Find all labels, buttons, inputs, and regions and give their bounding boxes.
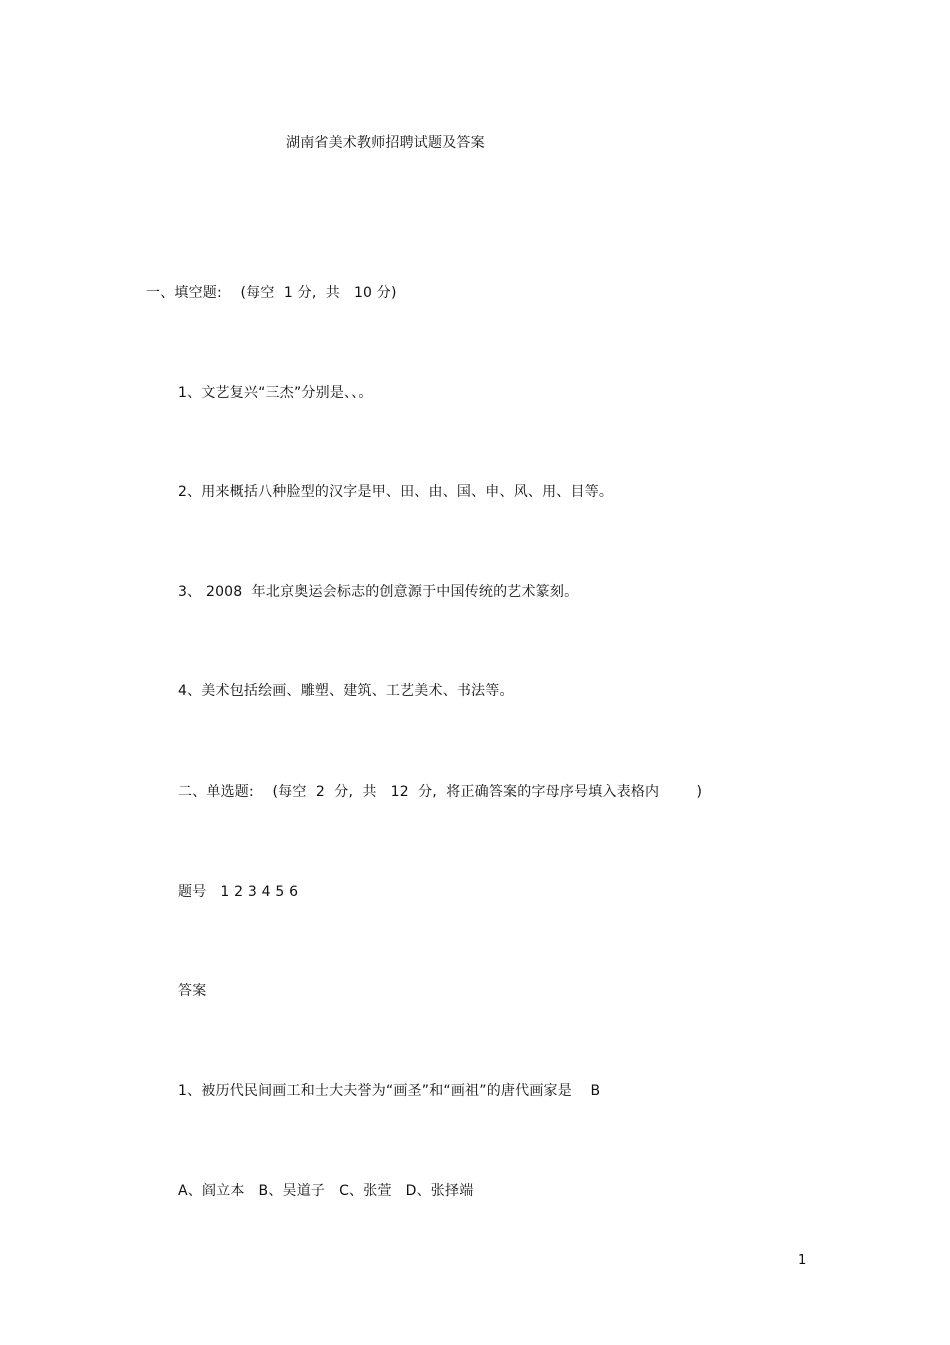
question-text: 1、被历代民间画工和士大夫誉为“画圣”和“画祖”的唐代画家是 B [178,1083,601,1099]
answer-table-header: 题号 1 2 3 4 5 6 [178,884,299,900]
question-text: 3、 2008 年北京奥运会标志的创意源于中国传统的艺术篆刻。 [178,584,579,600]
page-number: 1 [798,1253,807,1268]
document-title: 湖南省美术教师招聘试题及答案 [286,135,485,151]
answer-table-label: 答案 [178,983,207,999]
question-text: 1、文艺复兴“三杰”分别是、、。 [178,385,373,401]
question-options: A、阎立本 B、吴道子 C、张萱 D、张择端 [178,1183,474,1199]
section-heading-fill-in-blank: 一、填空题: (每空 1 分, 共 10 分) [146,285,397,301]
section-heading-single-choice: 二、单选题: (每空 2 分, 共 12 分, 将正确答案的字母序号填入表格内 ) [178,784,703,800]
question-text: 4、美术包括绘画、雕塑、建筑、工艺美术、书法等。 [178,683,514,699]
question-text: 2、用来概括八种脸型的汉字是甲、田、由、国、申、风、用、目等。 [178,484,614,500]
